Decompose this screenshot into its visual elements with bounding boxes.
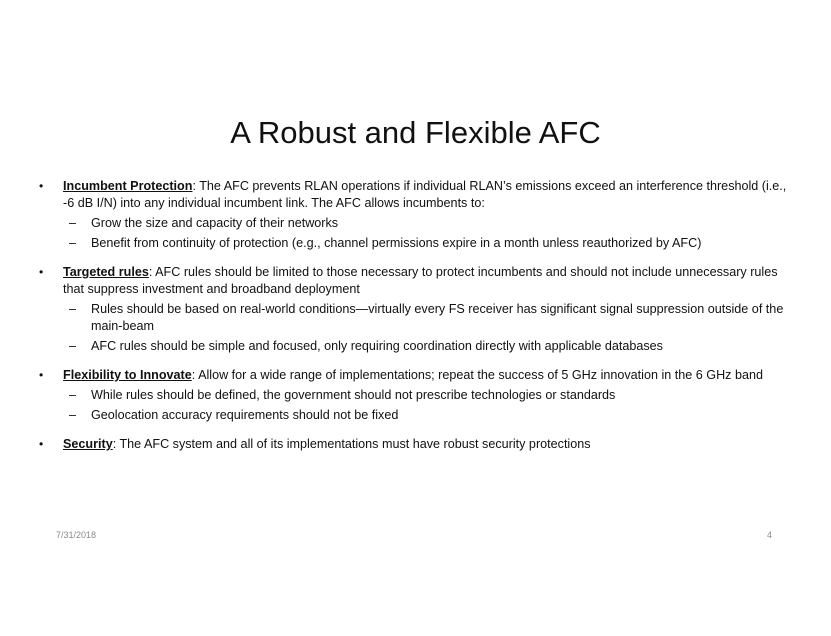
bullet-flexibility-to-innovate — [37, 367, 797, 424]
bullet-marker: • — [39, 368, 44, 382]
bullet-text — [63, 367, 797, 384]
sub-bullet — [63, 407, 797, 424]
footer-page-number: 4 — [766, 530, 772, 540]
sub-bullet-text: Geolocation accuracy requirements should not be fixed — [91, 408, 399, 422]
bullet-incumbent-protection — [37, 178, 797, 252]
sub-bullet — [63, 215, 797, 232]
bullet-label: Incumbent Protection — [63, 179, 193, 193]
bullet-targeted-rules — [37, 264, 797, 355]
bullet-text — [63, 436, 797, 453]
sub-bullet — [63, 235, 797, 252]
bullet-marker: • — [39, 437, 44, 451]
sub-bullet-marker: – — [69, 236, 77, 250]
bullet-body: : Allow for a wide range of implementations; repeat the success of 5 GHz innovation in the 6 GHz band — [191, 368, 763, 382]
sub-bullet-text: Benefit from continuity of protection (e.g., channel permissions expire in a month unless reauthorized by AFC) — [91, 236, 702, 250]
sub-bullet-list — [63, 215, 797, 252]
bullet-marker: • — [39, 265, 44, 279]
bullet-label: Targeted rules — [63, 265, 149, 279]
sub-bullet-text: Rules should be based on real-world conditions—virtually every FS receiver has significant signal suppression outside of the main-beam — [91, 302, 784, 333]
bullet-body: : The AFC system and all of its implementations must have robust security protections — [112, 437, 591, 451]
sub-bullet — [63, 338, 797, 355]
sub-bullet-marker: – — [69, 408, 77, 422]
sub-bullet-text: Grow the size and capacity of their networks — [91, 216, 339, 230]
bullet-text — [63, 264, 797, 298]
sub-bullet-list — [63, 387, 797, 424]
sub-bullet-text: While rules should be defined, the government should not prescribe technologies or standards — [91, 388, 616, 402]
sub-bullet — [63, 387, 797, 404]
bullet-marker: • — [39, 179, 44, 193]
sub-bullet-marker: – — [69, 388, 77, 402]
slide-title: A Robust and Flexible AFC — [230, 115, 601, 150]
bullet-label: Security — [63, 437, 113, 451]
bullet-body: : The AFC prevents RLAN operations if individual RLAN’s emissions exceed an interference threshold (i.e., -6 dB I/N) into any individual incumbent link. The AFC allows incumbents to: — [63, 179, 787, 210]
bullet-label: Flexibility to Innovate — [63, 368, 192, 382]
sub-bullet-list — [63, 301, 797, 355]
sub-bullet-marker: – — [69, 339, 77, 353]
footer-date: 7/31/2018 — [56, 530, 97, 540]
bullet-security — [37, 436, 797, 453]
bullet-body: : AFC rules should be limited to those necessary to protect incumbents and should not include unnecessary rules that suppress investment and broadband deployment — [63, 265, 778, 296]
sub-bullet-text: AFC rules should be simple and focused, only requiring coordination directly with applicable databases — [91, 339, 663, 353]
sub-bullet — [63, 301, 797, 335]
bullet-list — [37, 178, 797, 465]
bullet-text — [63, 178, 797, 212]
sub-bullet-marker: – — [69, 302, 77, 316]
sub-bullet-marker: – — [69, 216, 77, 230]
